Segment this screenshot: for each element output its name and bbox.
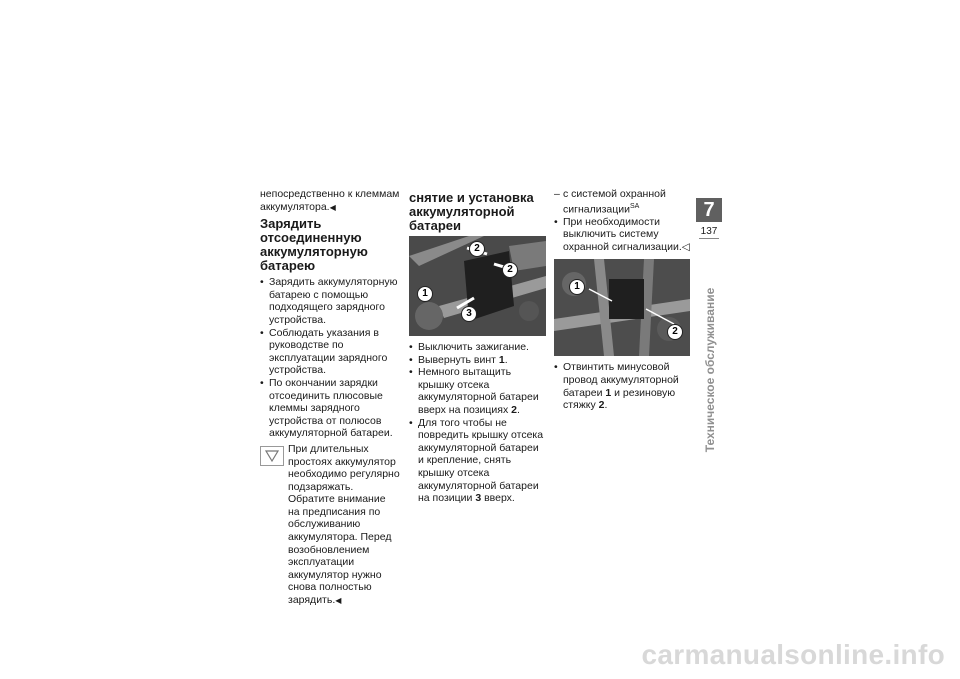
- column-2: [409, 188, 546, 505]
- battery-terminal-photo: [554, 259, 690, 356]
- photo-label-2b: 2: [502, 262, 518, 278]
- list-item: • Зарядить аккумуляторную батарею с помощью подходящего зарядного устройства.: [260, 276, 400, 326]
- list-item: • Соблюдать указания в руководстве по эксплуатации зарядного устройства.: [260, 327, 400, 377]
- list-item: • Вывернуть винт 1.: [409, 354, 546, 367]
- terminal-steps: [554, 361, 692, 411]
- chapter-title: Техническое обслуживание: [703, 287, 717, 453]
- alarm-steps: [554, 188, 692, 253]
- list-item: • По окончании зарядки отсоединить плюсовые клеммы зарядного устройства от полюсов аккумуляторной батареи.: [260, 377, 400, 440]
- watermark: carmanualsonline.info: [641, 639, 945, 670]
- list-item: • При необходимости выключить систему охранной сигнализации.◁: [554, 216, 692, 254]
- note-text: При длительных простоях аккумулятор необходимо регулярно подзаряжать. Обратите внимание на предписания по обслуживанию аккумулятора. Перед возобновлением эксплуатации аккумулятор нужно снова полностью зарядить.◀: [288, 442, 400, 607]
- column-3: [554, 188, 692, 412]
- list-item: • Немного вытащить крышку отсека аккумуляторной батареи вверх на позициях 2.: [409, 366, 546, 416]
- removal-steps: [409, 341, 546, 505]
- photo-label-2a: 2: [469, 241, 485, 257]
- list-item: • Отвинтить минусовой провод аккумуляторной батареи 1 и резиновую стяжку 2.: [554, 361, 692, 411]
- section-heading-battery-removal: снятие и установка аккумуляторной батареи: [409, 190, 534, 233]
- battery-cover-photo: [409, 236, 546, 336]
- list-item: – с системой охранной сигнализации$^{SA}$: [554, 188, 692, 216]
- charge-steps: [260, 276, 400, 440]
- photo-label-2: 2: [667, 324, 683, 340]
- page-number: 137: [700, 226, 718, 237]
- list-item: • Для того чтобы не повредить крышку отсека аккумуляторной батареи и крепление, снять крышку отсека аккумуляторной батареи на позиции 3 вверх.: [409, 417, 546, 505]
- photo-label-3: 3: [461, 306, 477, 322]
- note-block: [260, 443, 400, 608]
- list-item: • Выключить зажигание.: [409, 341, 546, 354]
- photo-label-1: 1: [569, 279, 585, 295]
- divider: [699, 238, 719, 239]
- column-1: [260, 188, 400, 608]
- note-triangle-icon: [260, 446, 284, 466]
- photo-label-1: 1: [417, 286, 433, 302]
- section-heading-charge: Зарядить отсоединенную аккумуляторную батарею: [260, 216, 368, 274]
- intro-text: непосредственно к клеммам аккумулятора.◀: [260, 188, 400, 213]
- chapter-number: 7: [696, 198, 722, 222]
